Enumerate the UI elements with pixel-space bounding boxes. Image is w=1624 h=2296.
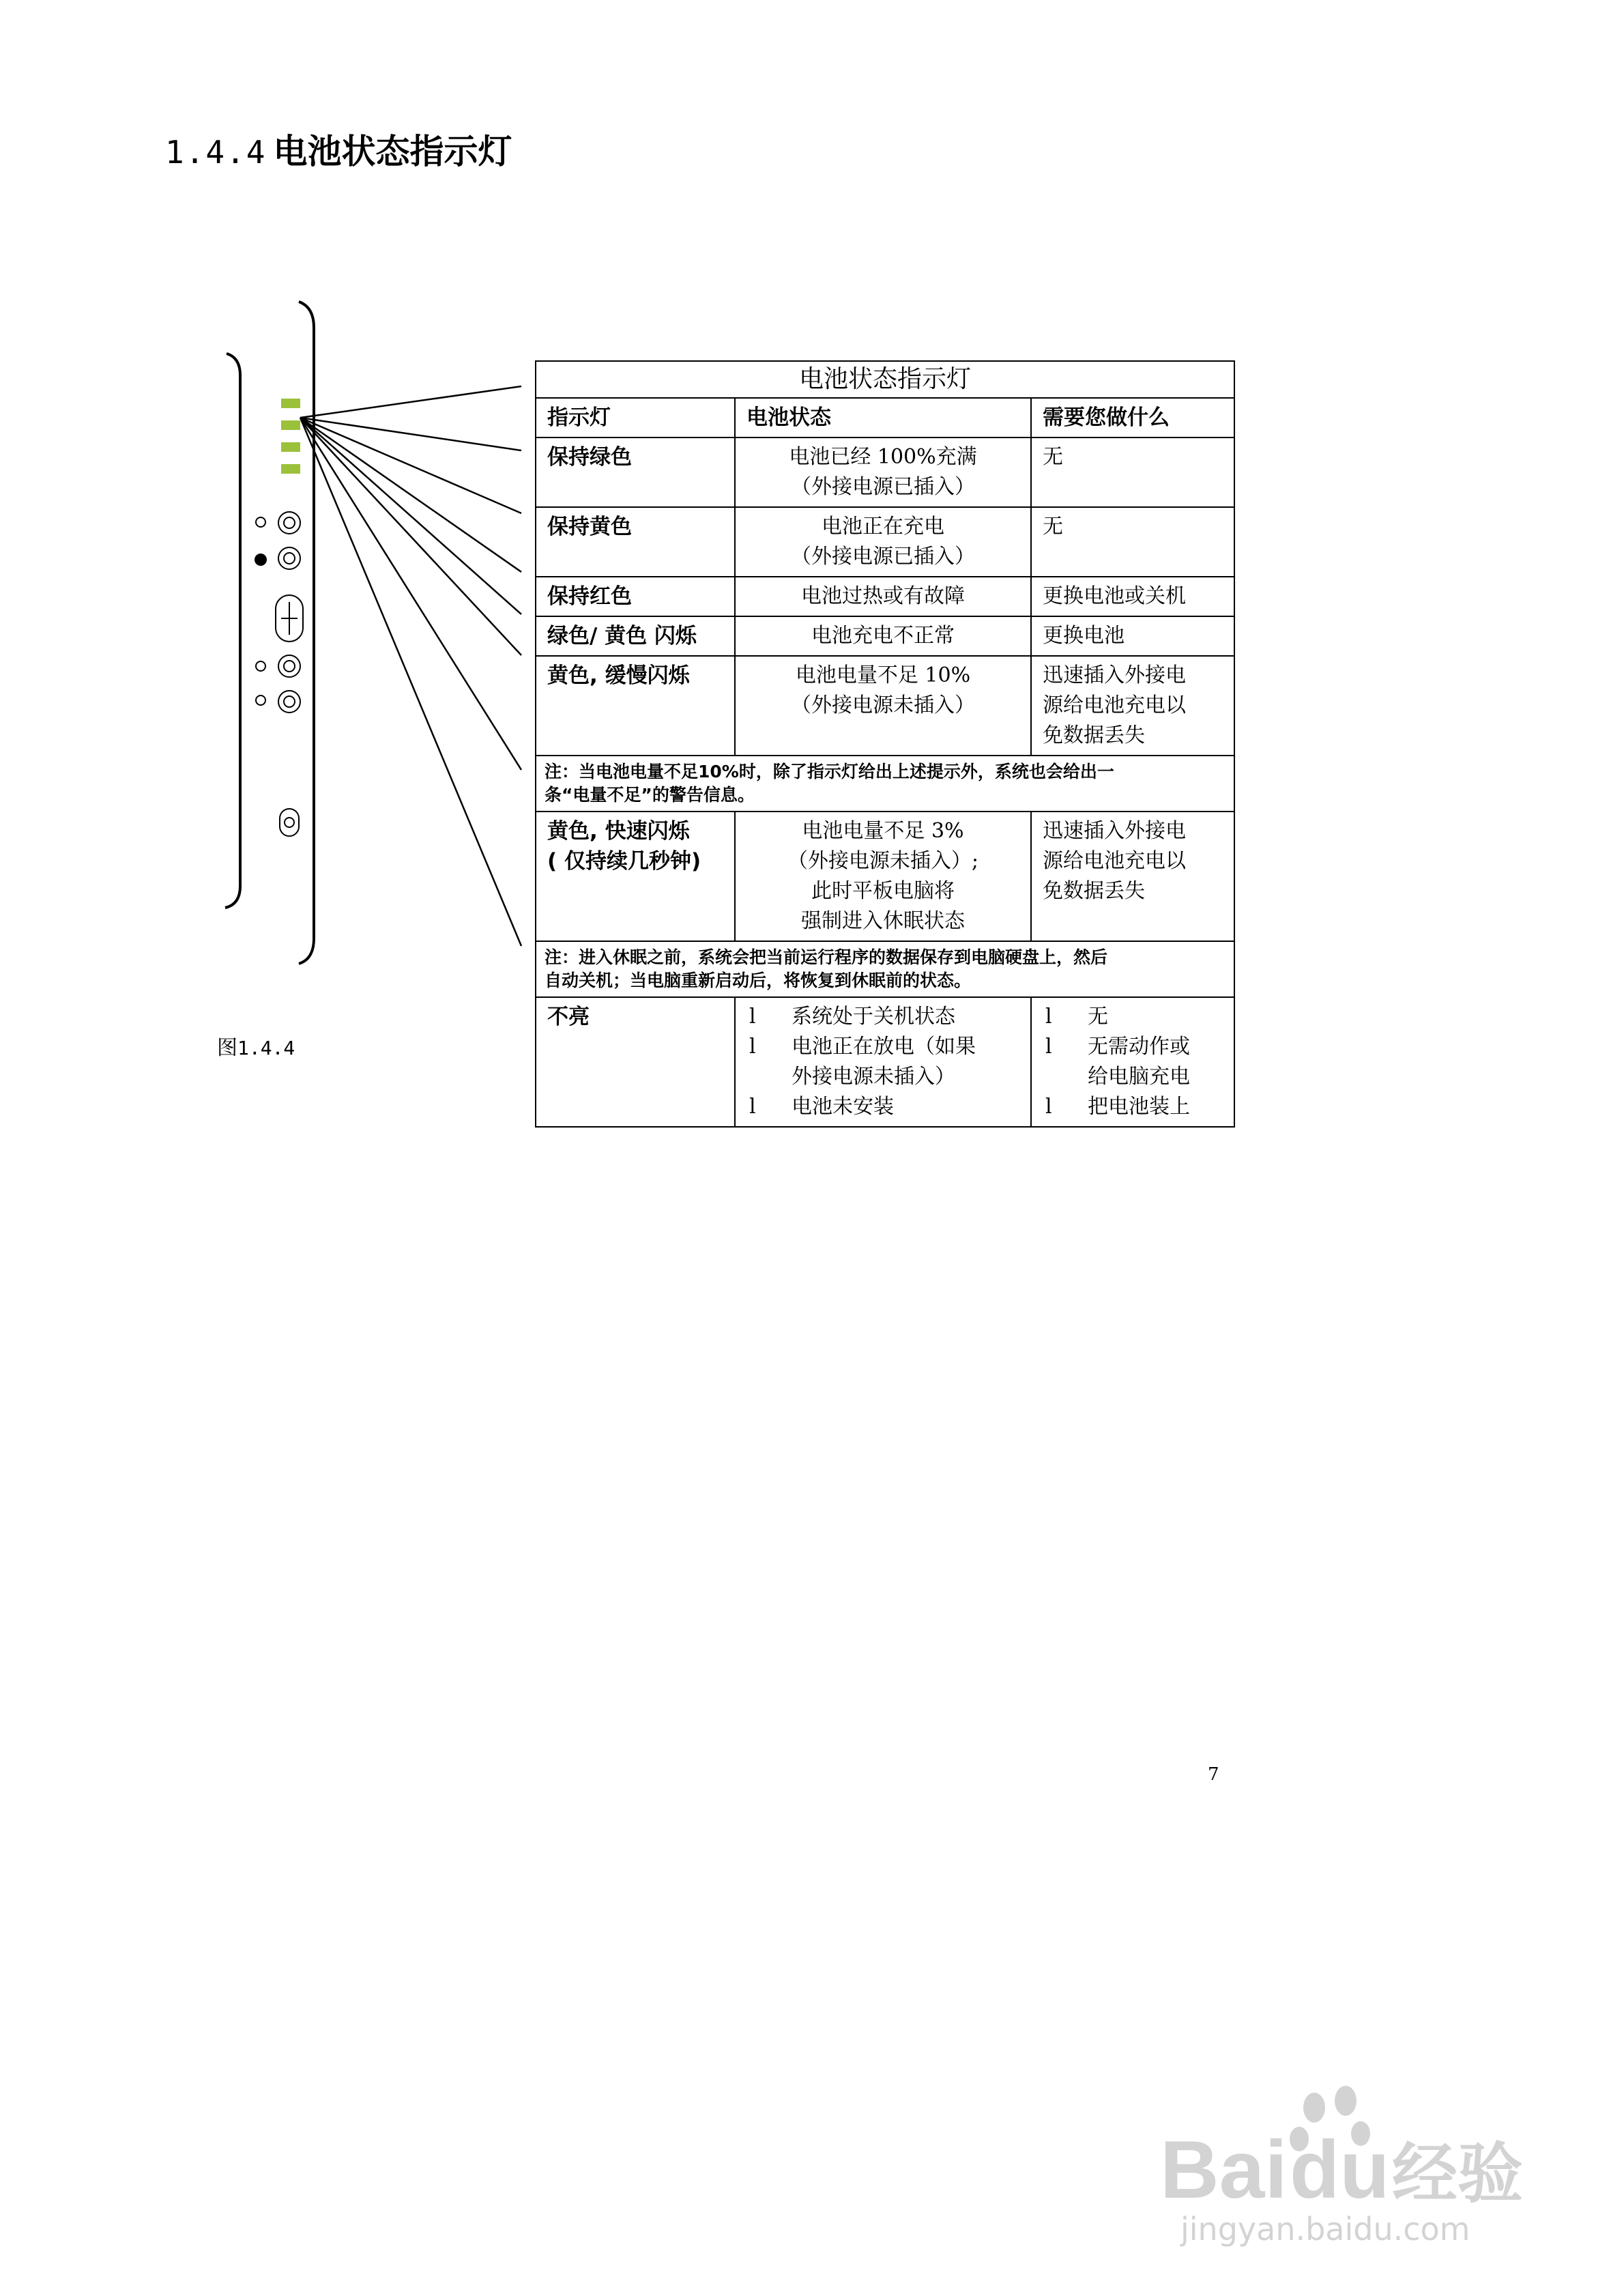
table-row	[536, 812, 1234, 941]
battery-status-table	[535, 360, 1235, 1128]
table-row	[536, 577, 1234, 616]
hw-button-3	[278, 655, 300, 677]
device-side-illustration	[205, 287, 546, 969]
state-cell: 电池过热或有故障	[735, 577, 1031, 616]
section-heading	[165, 131, 512, 173]
table-row	[536, 437, 1234, 507]
section-number: 1.4.4	[165, 134, 267, 171]
led-3	[281, 442, 300, 452]
note-row	[536, 756, 1234, 812]
list-item: l 把电池装上	[1045, 1095, 1190, 1119]
note-row	[536, 941, 1234, 997]
action-cell: 更换电池	[1031, 616, 1234, 656]
device-edge-right	[299, 302, 314, 964]
header-action: 需要您做什么	[1031, 398, 1234, 437]
device-edge-left	[225, 354, 240, 908]
action-cell: 迅速插入外接电 源给电池充电以 免数据丢失	[1031, 656, 1234, 756]
state-cell: 电池充电不正常	[735, 616, 1031, 656]
list-item: l 无需动作或	[1045, 1035, 1190, 1059]
state-cell	[735, 997, 1031, 1127]
low-battery-note: 注：当电池电量不足10%时，除了指示灯给出上述提示外，系统也会给出一 条“电量不足”的警告信息。	[536, 756, 1234, 812]
watermark-brand: Bai	[1160, 2124, 1288, 2215]
hw-button-2	[278, 547, 300, 569]
section-title: 电池状态指示灯	[273, 132, 512, 171]
list-item: l 系统处于关机状态	[749, 1005, 955, 1029]
indicator-cell: 保持黄色	[536, 507, 735, 577]
table-title-row	[536, 361, 1234, 398]
action-cell: 无	[1031, 437, 1234, 507]
state-cell: 电池电量不足 10% （外接电源未插入）	[735, 656, 1031, 756]
power-switch	[280, 809, 299, 836]
indicator-cell: 保持红色	[536, 577, 735, 616]
action-cell: 迅速插入外接电 源给电池充电以 免数据丢失	[1031, 812, 1234, 941]
list-item: l 无	[1045, 1005, 1108, 1029]
hw-button-1	[278, 512, 300, 534]
list-item: 给电脑充电	[1088, 1065, 1190, 1089]
led-1	[281, 399, 300, 408]
table-title: 电池状态指示灯	[536, 361, 1234, 398]
hw-button-4	[278, 691, 300, 713]
indicator-dot	[255, 554, 267, 566]
watermark-brand-2: du	[1290, 2124, 1390, 2215]
watermark-url: jingyan.baidu.com	[1180, 2211, 1470, 2248]
table-row	[536, 656, 1234, 756]
table-row	[536, 616, 1234, 656]
list-item: 外接电源未插入）	[792, 1065, 955, 1089]
led-4	[281, 464, 300, 474]
list-item: l 电池未安装	[749, 1095, 894, 1119]
small-button-icon	[256, 517, 265, 527]
action-cell: 无	[1031, 507, 1234, 577]
table-header-row	[536, 398, 1234, 437]
header-state: 电池状态	[735, 398, 1031, 437]
indicator-cell: 保持绿色	[536, 437, 735, 507]
indicator-cell: 绿色/ 黄色 闪烁	[536, 616, 735, 656]
state-cell: 电池已经 100%充满 （外接电源已插入）	[735, 437, 1031, 507]
page-number: 7	[1208, 1764, 1219, 1785]
table-row	[536, 507, 1234, 577]
indicator-cell: 不亮	[536, 997, 735, 1127]
watermark-cn: 经验	[1392, 2136, 1523, 2212]
baidu-watermark-logo	[1153, 2082, 1535, 2252]
led-2	[281, 420, 300, 430]
action-cell	[1031, 997, 1234, 1127]
indicator-cell: 黄色, 快速闪烁 ( 仅持续几秒钟)	[536, 812, 735, 941]
list-item: l 电池正在放电（如果	[749, 1035, 976, 1059]
table-row	[536, 997, 1234, 1127]
figure-caption: 图1.4.4	[217, 1036, 295, 1060]
state-cell: 电池正在充电 （外接电源已插入）	[735, 507, 1031, 577]
hibernate-note: 注：进入休眠之前，系统会把当前运行程序的数据保存到电脑硬盘上，然后 自动关机；当电脑重新启动后，将恢复到休眠前的状态。	[536, 941, 1234, 997]
indicator-cell: 黄色, 缓慢闪烁	[536, 656, 735, 756]
header-indicator: 指示灯	[536, 398, 735, 437]
state-cell: 电池电量不足 3% （外接电源未插入）; 此时平板电脑将 强制进入休眠状态	[735, 812, 1031, 941]
action-cell: 更换电池或关机	[1031, 577, 1234, 616]
